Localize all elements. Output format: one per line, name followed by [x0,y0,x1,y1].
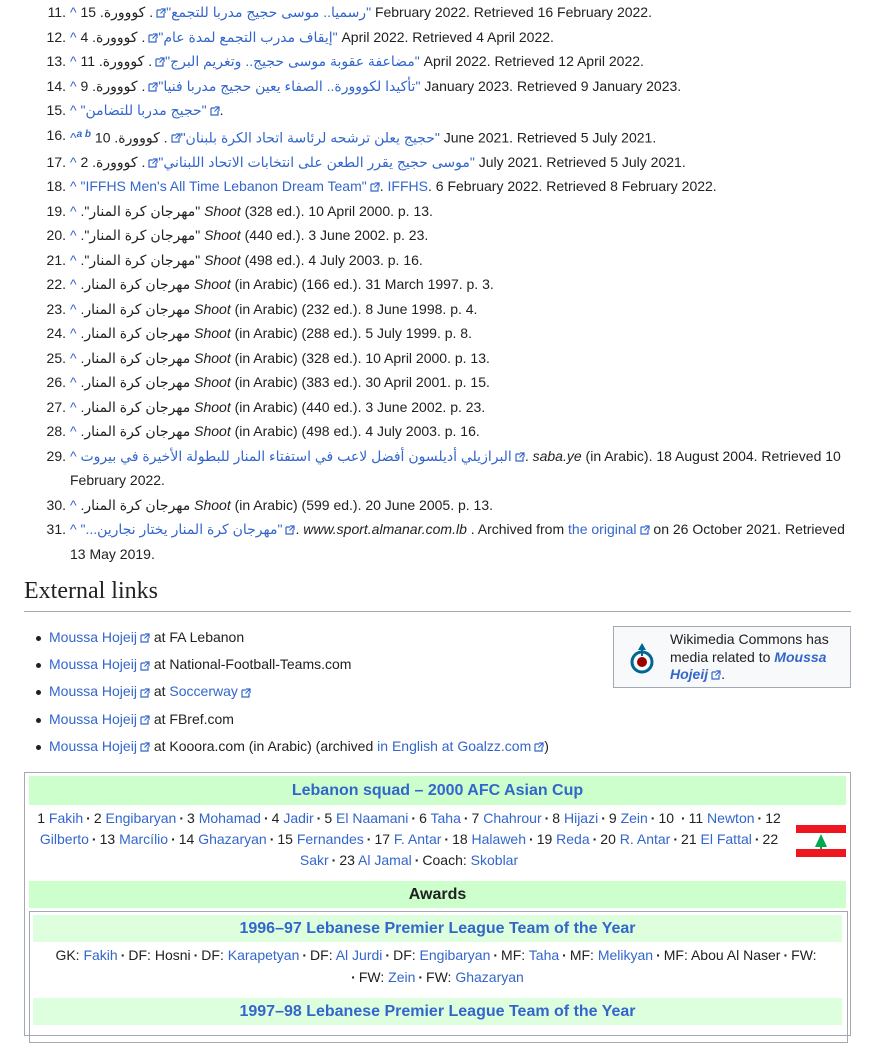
reference-number: 12. [46,28,66,45]
external-links-list [49,624,549,760]
squad-player-link[interactable]: Mohamad [198,810,261,826]
original-link[interactable]: the original [568,521,637,538]
reference-item [0,419,875,444]
navbox-title [29,776,846,805]
squad-number: 11 [688,810,704,826]
reference-work: Shoot [204,202,241,219]
separator-dot: · [411,810,417,826]
reference-number: 24. [46,325,66,342]
separator-dot: · [351,968,356,985]
reference-title-link[interactable]: "رسميا.. موسى حجيج مدربا للتجمع" [166,4,372,20]
external-link-icon [156,8,166,18]
reference-item [0,98,875,123]
reference-item [0,370,875,395]
separator-dot: · [120,947,126,963]
reference-details: (in Arabic) (166 ed.). 31 March 1997. p. 3. [234,276,494,293]
reference-item [0,150,875,175]
backlink-caret[interactable]: ^ [70,53,77,69]
squad-number: 22 [762,831,779,847]
reference-number: 19. [46,202,66,219]
awards-title: Awards [29,881,846,908]
team-player-link[interactable]: Taha [528,947,560,963]
position-label: DF: [393,947,416,963]
reference-title-link[interactable]: "IFFHS Men's All Time Lebanon Dream Team" [80,178,367,195]
separator-dot: · [544,810,550,826]
external-link-icon [515,452,525,462]
separator-dot: · [650,810,656,826]
external-link-item [49,706,549,733]
reference-work: Shoot [194,325,231,342]
reference-details: (in Arabic) (232 ed.). 8 June 1998. p. 4. [234,300,478,317]
separator-dot: · [783,947,789,963]
squad-player-link[interactable]: Ghazaryan [198,831,267,847]
backlink-caret[interactable]: ^ [70,349,77,366]
reference-item [0,0,875,25]
backlink-caret[interactable]: ^ [70,202,77,219]
squad-player-link[interactable]: El Fattal [700,831,752,847]
separator-dot: · [418,968,424,985]
separator-dot: · [91,831,97,847]
reference-details: April 2022. Retrieved 4 April 2022. [341,28,554,45]
reference-details: (in Arabic) (599 ed.). 20 June 2005. p. 13. [234,496,494,513]
backlink-caret[interactable]: ^ [70,300,77,317]
commons-box [613,626,851,688]
separator-dot: · [444,831,450,847]
external-link-icon [285,525,295,535]
reference-item [0,248,875,273]
reference-title-link[interactable]: البرازيلي أديلسون أفضل لاعب في استفتاء المنار للبطولة الأخيرة في بيروت [80,447,512,464]
reference-item [0,123,875,150]
separator-dot: · [757,810,763,826]
reference-number: 27. [46,398,66,415]
reference-details: (in Arabic) (383 ed.). 30 April 2001. p. 15. [234,374,490,391]
reference-item: 29. ^ البرازيلي أديلسون أفضل لاعب في استفتاء المنار للبطولة الأخيرة في بيروت . saba.ye (in Arabic). 18 August 2004. Retrieved 10 February 2022. [0,444,875,493]
separator-dot: · [171,831,176,847]
reference-source: . كووورة. 10 [94,129,168,146]
reference-item [0,25,875,50]
squad-player-link[interactable]: Hijazi [563,810,599,826]
squad-player-link[interactable]: Reda [556,831,590,847]
squad-number: 3 [187,810,195,826]
backlink-caret[interactable]: ^ [70,276,77,293]
separator-dot: · [86,810,91,826]
backlink-caret[interactable]: ^ [70,102,77,118]
external-link-text: at [153,683,166,700]
squad-number: 23 [339,852,355,868]
reference-work: Shoot [194,496,231,513]
squad-number: 18 [452,831,468,847]
external-link-item [49,651,549,678]
backlink-caret[interactable]: ^ [70,423,77,440]
external-link[interactable]: Moussa Hojeij [49,656,137,673]
reference-details: April 2022. Retrieved 12 April 2022. [423,53,644,69]
external-link[interactable]: Moussa Hojeij [49,683,137,700]
squad-player-link[interactable]: Fernandes [296,831,364,847]
backlink-caret[interactable]: ^ [70,28,77,45]
reference-title-link[interactable]: "تأكيدا لكووورة.. الصفاء يعين حجيج مدربا فنيا" [158,77,421,94]
external-link-text: at FBref.com [153,710,234,727]
reference-item: 18. ^ "IFFHS Men's All Time Lebanon Dream Team" . IFFHS. 6 February 2022. Retrieved 8 February 2022. [0,174,875,199]
reference-number: 16. [46,126,66,143]
team-player-link[interactable]: Engibaryan [419,947,491,963]
reference-source: . كووورة. 9 [80,77,146,94]
external-link-item [49,678,549,705]
publisher-link[interactable]: IFFHS [387,178,428,195]
reference-item: 31. ^ "مهرجان كرة المنار يختار نجارين..." . www.sport.almanar.com.lb . Archived from the original on 26 October 2021. Retrieved 13 May 2019. [0,517,875,566]
squad-number: 6 [419,810,427,826]
reference-details: . 6 February 2022. Retrieved 8 February 2022. [427,178,717,195]
separator-dot: · [463,810,469,826]
position-label: FW: [791,947,817,963]
reference-details: . [219,102,224,118]
separator-dot: · [193,947,199,963]
team1-list [36,945,836,988]
reference-work: Shoot [194,276,231,293]
team-player-name: Hosni [154,947,191,963]
external-link-icon [148,33,158,43]
reference-details: (in Arabic) (498 ed.). 4 July 2003. p. 16. [234,423,480,440]
reference-title-link[interactable]: "إيقاف مدرب التجمع لمدة عام" [158,28,338,45]
reference-title: "مهرجان كرة المنار". [80,202,201,219]
external-link-icon [140,633,150,643]
separator-dot: · [302,947,308,963]
reference-item [0,395,875,420]
squad-player-link[interactable]: Gilberto [39,831,89,847]
navbox [24,772,851,1036]
reference-details: (in Arabic). 18 August 2004. Retrieved 10 February 2022. [70,447,841,489]
separator-dot: · [331,852,337,868]
external-link[interactable]: Moussa Hojeij [49,710,137,727]
reference-title: مهرجان كرة المنار. [80,349,191,366]
reference-work: Shoot [194,300,231,317]
external-link-item [49,733,549,760]
external-link-text: at Kooora.com (in Arabic) (archived [153,737,374,754]
lebanon-flag-icon [796,825,846,857]
external-link-text: at FA Lebanon [153,629,245,645]
squad-number: 1 [37,810,46,826]
separator-dot: · [529,831,534,847]
squad-number: 13 [99,831,116,847]
reference-details: on 26 October 2021. Retrieved 13 May 2019. [70,521,845,562]
backlink-caret[interactable]: ^ [70,178,77,195]
backlink-caret[interactable]: ^ [70,374,77,391]
squad-player-link[interactable]: Newton [707,810,755,826]
wikimedia-commons-icon [626,641,658,680]
separator-dot: · [562,947,567,963]
backlink-caret[interactable]: ^ [70,447,77,464]
separator-dot: · [385,947,391,963]
squad-number: 7 [471,810,480,826]
reference-details: (in Arabic) (288 ed.). 5 July 1999. p. 8. [234,325,472,342]
external-link-text: at National-Football-Teams.com [153,656,352,673]
squad-player-link[interactable]: Engibaryan [105,810,177,826]
external-link-secondary[interactable]: Soccerway [169,683,238,700]
reference-item [0,74,875,99]
separator-dot: · [179,810,184,826]
squad-player-link[interactable]: Al Jamal [358,852,412,868]
coach-link[interactable]: Skoblar [470,852,519,868]
external-link-icon [370,182,380,192]
backlink-caret[interactable]: ^ [70,4,77,20]
squad-number: 20 [600,831,616,847]
squad-number: 2 [93,810,102,826]
position-label: MF: [569,947,594,963]
separator-dot: · [493,947,499,963]
reference-details: February 2022. Retrieved 16 February 2022. [374,4,652,20]
external-link-icon [148,158,158,168]
team-player-name: Abou Al Naser [690,947,781,963]
reference-title: مهرجان كرة المنار. [80,374,191,391]
squad-player-link[interactable]: Taha [430,810,461,826]
external-link-item [49,624,549,651]
reference-number: 25. [46,349,66,366]
position-label: FW: [358,968,385,985]
team-player-link[interactable]: Al Jurdi [335,947,383,963]
reference-number: 31. [46,521,66,538]
team1-title-link[interactable]: 1996–97 Lebanese Premier League Team of the Year [239,920,636,937]
reference-title-link[interactable]: "حجيج يعلن ترشحه لرئاسة اتحاد الكرة بلبنان" [180,129,440,146]
external-link-secondary[interactable]: in English at Goalzz.com [377,737,532,754]
separator-dot: · [592,831,598,847]
position-label: FW: [426,968,452,985]
reference-item [0,49,875,74]
reference-number: 14. [46,77,66,94]
team-player-link[interactable]: Karapetyan [227,947,300,963]
reference-work: saba.ye [532,447,582,464]
external-link-icon [140,661,150,671]
commons-link[interactable]: Moussa Hojeij [670,648,827,682]
reference-item [0,199,875,224]
team-player-link[interactable]: Melikyan [597,947,654,963]
reference-title: مهرجان كرة المنار. [80,276,191,293]
reference-number: 29. [46,447,66,464]
separator-dot: · [673,831,679,847]
external-link-icon [171,133,181,143]
backlink-caret[interactable]: ^ [70,153,77,170]
reference-work: Shoot [194,398,231,415]
reference-title: مهرجان كرة المنار. [80,300,191,317]
position-label: DF: [128,947,151,963]
squad-number: 9 [608,810,617,826]
squad-number: 5 [324,810,333,826]
reference-details: (in Arabic) (440 ed.). 3 June 2002. p. 23. [234,398,486,415]
team-player-link[interactable]: Zein [388,968,416,985]
external-link-icon [534,742,544,752]
reference-number: 20. [46,227,66,244]
squad-player-link[interactable]: Jadir [283,810,314,826]
separator-dot: · [680,810,686,826]
squad-number: 15 [277,831,293,847]
reference-item [0,346,875,371]
reference-details: (328 ed.). 10 April 2000. p. 13. [244,202,433,219]
coach-label: Coach: [422,852,467,868]
separator-dot: · [754,831,760,847]
separator-dot: · [656,947,661,963]
squad-player-link[interactable]: R. Antar [619,831,671,847]
squad-player-link[interactable]: Fakih [48,810,84,826]
squad-player-link[interactable]: Marcílio [119,831,169,847]
team1-title [33,915,842,942]
reference-source: . كووورة. 4 [80,28,146,45]
team2-title [33,998,842,1025]
backlink-caret[interactable]: ^ [70,521,77,538]
reference-item [0,223,875,248]
squad-player-link[interactable]: F. Antar [393,831,442,847]
position-label: GK: [55,947,80,963]
reference-number: 22. [46,276,66,293]
reference-title-link[interactable]: "حجيج مدربا للتضامن" [80,102,207,118]
awards-inner [29,911,848,1043]
backlink-letters[interactable]: a b [76,128,92,140]
reference-work: www.sport.almanar.com.lb [303,521,467,538]
separator-dot: · [601,810,606,826]
closing-paren: ) [544,737,549,754]
reference-title: مهرجان كرة المنار. [80,325,191,342]
squad-player-link[interactable]: Chahrour [483,810,542,826]
reference-source: . كووورة. 2 [80,153,146,170]
separator-dot: · [414,852,420,868]
backlink-caret[interactable]: ^ [70,398,77,415]
reference-work: Shoot [194,423,231,440]
reference-number: 21. [46,251,66,268]
squad-number: 21 [681,831,697,847]
external-link-icon [210,106,220,116]
reference-title: "مهرجان كرة المنار". [80,251,201,268]
commons-text: Wikimedia Commons has media related to Moussa Hojeij . [670,631,829,682]
reference-work: Shoot [194,349,231,366]
reference-number: 17. [46,153,66,170]
reference-work: Shoot [204,227,241,244]
squad-player-link[interactable]: El Naamani [336,810,409,826]
team2-title-link[interactable]: 1997–98 Lebanese Premier League Team of the Year [239,1003,636,1020]
squad-number: 10 [658,810,675,826]
backlink-caret[interactable]: ^ [70,129,77,146]
reference-item [0,493,875,518]
external-link-icon [140,688,150,698]
reference-number: 13. [46,53,66,69]
squad-number: 17 [374,831,391,847]
position-label: MF: [501,947,526,963]
position-label: DF: [310,947,333,963]
reference-details: June 2021. Retrieved 5 July 2021. [443,129,657,146]
external-link-icon [711,670,721,680]
reference-details: July 2021. Retrieved 5 July 2021. [478,153,686,170]
separator-dot: · [263,810,269,826]
reference-source: . كووورة. 11 [80,53,153,69]
external-link-icon [140,742,150,752]
team-player-link[interactable]: Fakih [83,947,118,963]
reference-number: 11. [47,4,66,20]
backlink-caret[interactable]: ^ [70,251,77,268]
squad-number: 8 [552,810,561,826]
position-label: MF: [663,947,688,963]
reference-source: . كووورة. 15 [80,4,154,20]
reference-title-link[interactable]: "مهرجان كرة المنار يختار نجارين..." [80,521,283,538]
reference-details: (440 ed.). 3 June 2002. p. 23. [244,227,429,244]
external-link-icon [155,57,165,67]
backlink-caret[interactable]: ^ [70,227,77,244]
reference-details: (498 ed.). 4 July 2003. p. 16. [244,251,423,268]
reference-number: 26. [46,374,66,391]
external-link-icon [640,525,650,535]
squad-number: 4 [271,810,280,826]
reference-number: 28. [46,423,66,440]
external-links-heading: External links [24,578,851,612]
squad-list [29,808,789,871]
reference-title: مهرجان كرة المنار. [80,423,191,440]
team-player-link[interactable]: Ghazaryan [455,968,524,985]
archived-text: . Archived from [470,521,565,538]
backlink-caret[interactable]: ^ [70,496,77,513]
reference-title: "مهرجان كرة المنار". [80,227,201,244]
reference-details: (in Arabic) (328 ed.). 10 April 2000. p. 13. [234,349,490,366]
reference-title-link[interactable]: "مضاعفة عقوبة موسى حجيج.. وتغريم البرج" [165,53,420,69]
separator-dot: · [366,831,372,847]
position-label: DF: [201,947,224,963]
reference-number: 30. [46,496,66,513]
backlink-caret[interactable]: ^ [70,325,77,342]
reference-title: مهرجان كرة المنار. [80,496,191,513]
squad-player-link[interactable]: Zein [620,810,648,826]
reference-item [0,321,875,346]
navbox-title-link[interactable]: Lebanon squad – 2000 AFC Asian Cup [291,782,584,799]
separator-dot: · [316,810,322,826]
backlink-caret[interactable]: ^ [70,77,77,94]
reference-details: January 2023. Retrieved 9 January 2023. [424,77,682,94]
external-link-icon [148,82,158,92]
reference-number: 15. [46,102,66,118]
reference-work: Shoot [194,374,231,391]
external-link-icon [140,715,150,725]
squad-player-link[interactable]: Sakr [299,852,329,868]
external-link-icon [241,688,251,698]
squad-number: 12 [765,810,781,826]
squad-number: 14 [178,831,195,847]
external-link[interactable]: Moussa Hojeij [49,737,137,754]
squad-number: 19 [536,831,553,847]
reference-number: 18. [46,178,66,195]
external-link[interactable]: Moussa Hojeij [49,629,137,645]
reference-title-link[interactable]: "موسى حجيج يقرر الطعن على انتخابات الاتحاد اللبناني" [158,153,475,170]
separator-dot: · [269,831,275,847]
reference-item [0,297,875,322]
reference-item [0,272,875,297]
reference-number: 23. [46,300,66,317]
reference-title: مهرجان كرة المنار. [80,398,191,415]
reference-work: Shoot [204,251,241,268]
squad-player-link[interactable]: Halaweh [471,831,527,847]
